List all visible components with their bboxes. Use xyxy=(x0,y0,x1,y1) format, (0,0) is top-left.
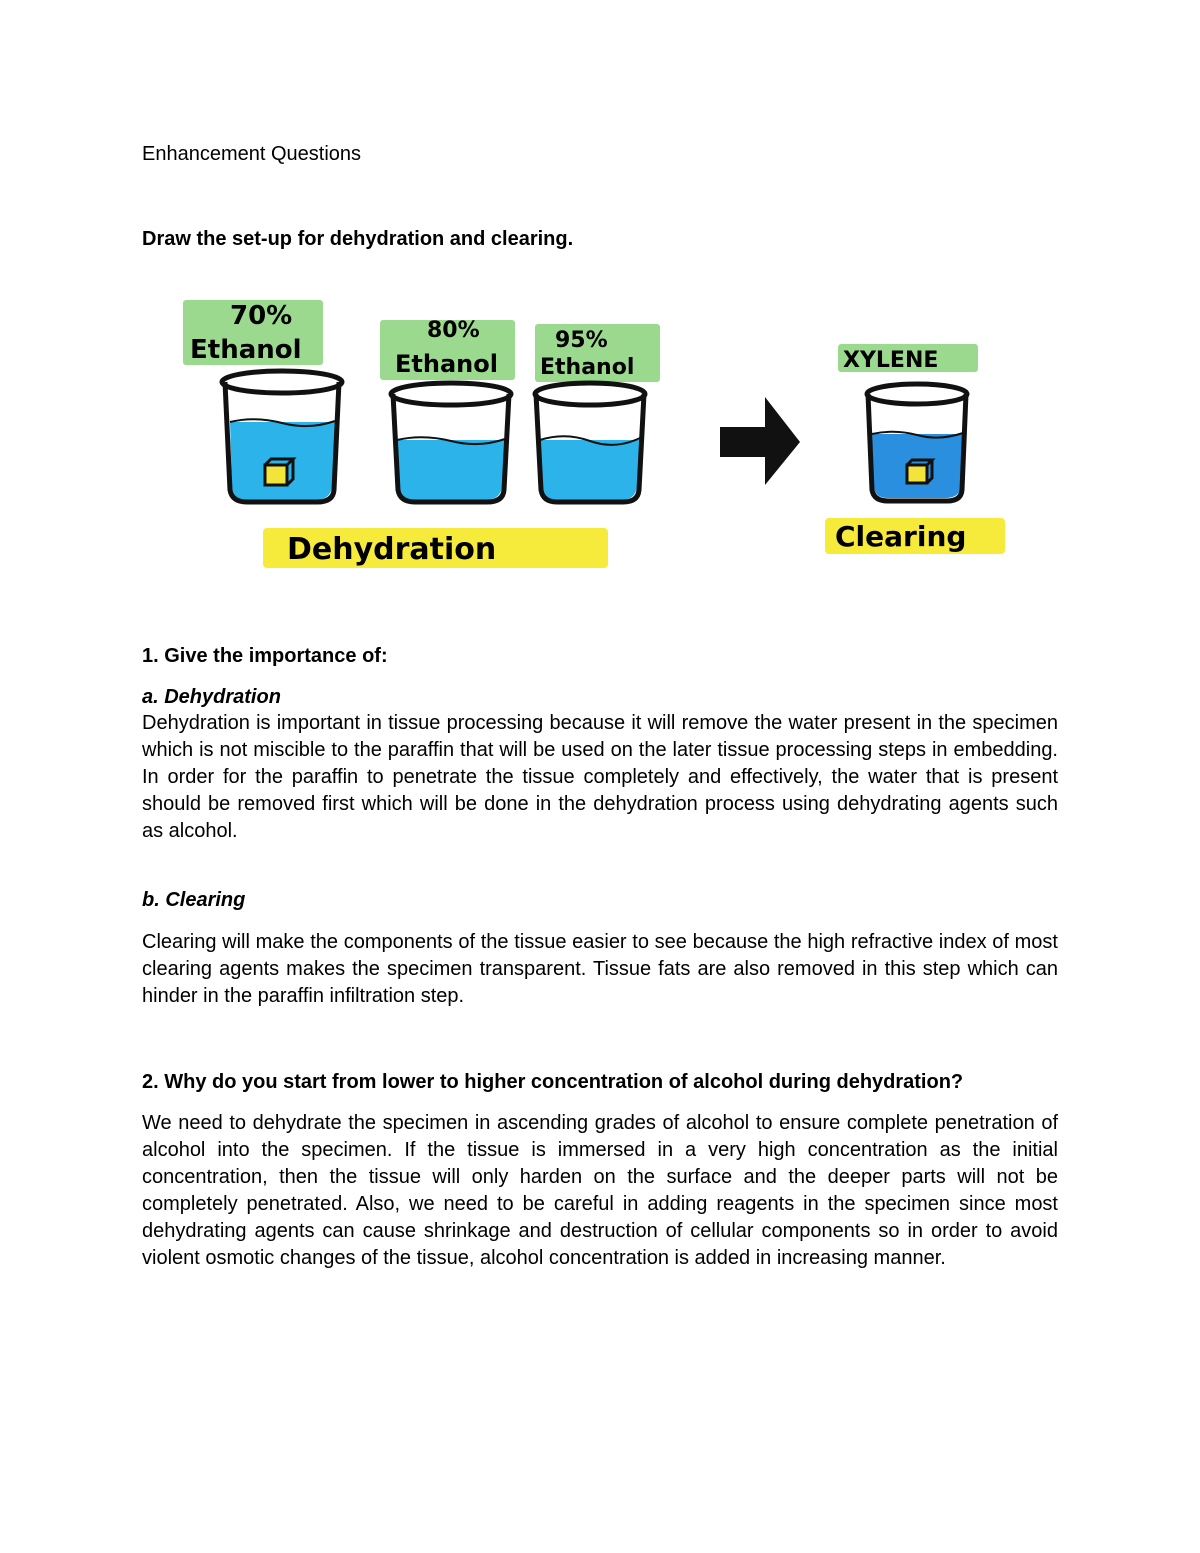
tissue-block-2 xyxy=(907,465,927,483)
tissue-block-1 xyxy=(265,465,287,485)
dehydration-caption: Dehydration xyxy=(287,532,497,567)
question-2-answer: We need to dehydrate the specimen in ascending grades of alcohol to ensure complete penetration of alcohol into the specimen. If the tissue is immersed in a very high concentration as the initial concentration, then the tissue will only harden on the surface and the deeper parts will not be completely penetrated. Also, we need to be careful in adding reagents in the specimen since most dehydrating agents can cause shrinkage and destruction of cellular components so in order to avoid violent osmotic changes of the tissue, alcohol concentration is added in increasing manner. xyxy=(142,1112,1058,1269)
beaker-xylene xyxy=(867,384,967,501)
beaker-3-reagent: Ethanol xyxy=(540,355,635,380)
beaker-80 xyxy=(391,383,511,502)
beaker-1-percent: 70% xyxy=(230,301,293,331)
clearing-caption: Clearing xyxy=(835,520,967,553)
question-1-heading: 1. Give the importance of: xyxy=(142,645,388,667)
beaker-1-reagent: Ethanol xyxy=(190,335,302,365)
question-1a-heading: a. Dehydration xyxy=(142,686,281,708)
beaker-95 xyxy=(535,383,645,502)
question-1b-heading: b. Clearing xyxy=(142,889,246,911)
beaker-70 xyxy=(222,371,342,502)
setup-illustration xyxy=(175,282,1030,582)
document-title: Enhancement Questions xyxy=(142,143,362,165)
beaker-2-percent: 80% xyxy=(427,318,480,343)
beaker-2-reagent: Ethanol xyxy=(395,350,498,378)
beaker-4-reagent: XYLENE xyxy=(843,348,939,373)
process-arrow xyxy=(720,397,800,485)
question-2-heading: 2. Why do you start from lower to higher concentration of alcohol during dehydration? xyxy=(142,1071,964,1093)
question-1b-answer: Clearing will make the components of the tissue easier to see because the high refractive index of most clearing agents makes the specimen transparent. Tissue fats are also removed in this step which can hinder in the paraffin infiltration step. xyxy=(142,931,1058,1007)
question-1a-answer: Dehydration is important in tissue processing because it will remove the water present in the specimen which is not miscible to the paraffin that will be used on the later tissue processing steps in embedding. In order for the paraffin to penetrate the tissue completely and effectively, the water that is present should be removed first which will be done in the dehydration process using dehydrating agents such as alcohol. xyxy=(142,712,1058,842)
beaker-3-percent: 95% xyxy=(555,328,608,353)
draw-prompt: Draw the set-up for dehydration and clearing. xyxy=(142,228,574,250)
